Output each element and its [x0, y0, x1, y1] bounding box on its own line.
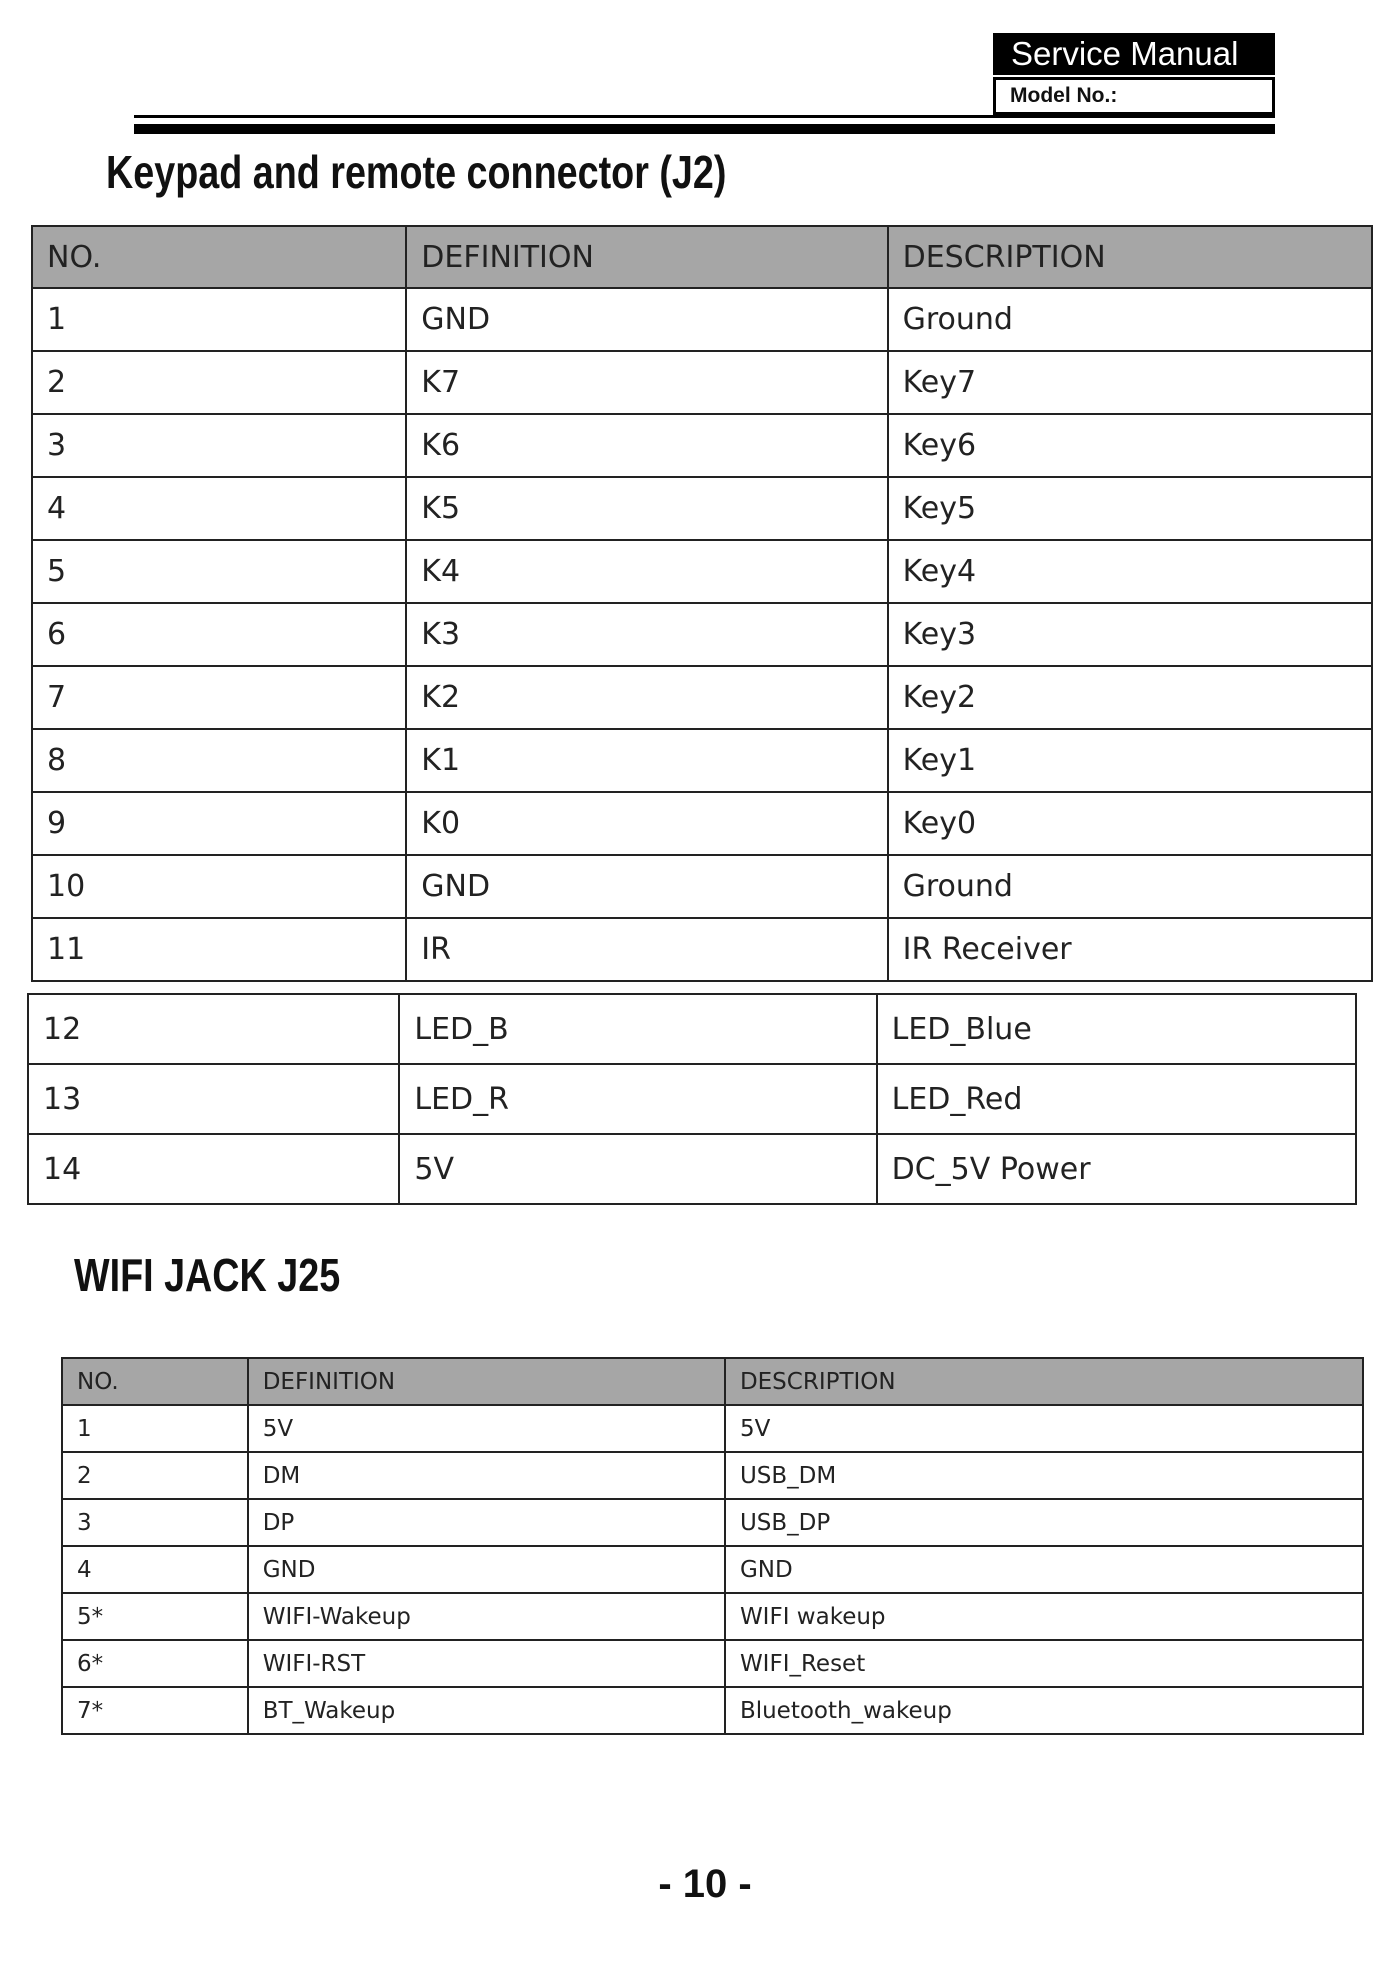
cell-description: Key7 — [888, 351, 1372, 414]
cell-description: Key6 — [888, 414, 1372, 477]
cell-definition: K4 — [406, 540, 887, 603]
cell-definition: LED_B — [399, 994, 876, 1064]
cell-description: GND — [725, 1546, 1363, 1593]
table-row — [32, 540, 1372, 603]
column-header-description: DESCRIPTION — [888, 226, 1372, 288]
table-row — [62, 1405, 1363, 1452]
cell-definition: DP — [248, 1499, 725, 1546]
column-header-no: NO. — [32, 226, 406, 288]
cell-no: 5* — [62, 1593, 248, 1640]
column-header-no: NO. — [62, 1358, 248, 1405]
cell-definition: K5 — [406, 477, 887, 540]
table-row — [62, 1546, 1363, 1593]
header-title: Service Manual — [993, 33, 1275, 75]
cell-definition: 5V — [248, 1405, 725, 1452]
cell-description: IR Receiver — [888, 918, 1372, 981]
table-row — [32, 288, 1372, 351]
table-row — [62, 1687, 1363, 1734]
cell-definition: K1 — [406, 729, 887, 792]
cell-no: 3 — [32, 414, 406, 477]
cell-definition: GND — [406, 855, 887, 918]
header-rule-thin — [134, 115, 1275, 118]
cell-description: WIFI_Reset — [725, 1640, 1363, 1687]
cell-definition: DM — [248, 1452, 725, 1499]
cell-definition: WIFI-RST — [248, 1640, 725, 1687]
cell-no: 9 — [32, 792, 406, 855]
table-row — [32, 477, 1372, 540]
cell-description: WIFI wakeup — [725, 1593, 1363, 1640]
table-row — [32, 729, 1372, 792]
cell-description: Key1 — [888, 729, 1372, 792]
section-title-keypad: Keypad and remote connector (J2) — [106, 146, 727, 198]
page-number: - 10 - — [658, 1862, 752, 1906]
table-row — [32, 351, 1372, 414]
cell-no: 4 — [62, 1546, 248, 1593]
cell-description: USB_DP — [725, 1499, 1363, 1546]
table-row — [32, 792, 1372, 855]
cell-definition: K2 — [406, 666, 887, 729]
cell-definition: K0 — [406, 792, 887, 855]
cell-no: 3 — [62, 1499, 248, 1546]
wifi-jack-table — [61, 1357, 1364, 1735]
cell-no: 10 — [32, 855, 406, 918]
header-rule-thick — [134, 124, 1275, 134]
cell-no: 2 — [32, 351, 406, 414]
cell-no: 13 — [28, 1064, 399, 1134]
cell-definition: GND — [406, 288, 887, 351]
cell-description: Ground — [888, 855, 1372, 918]
cell-description: Key2 — [888, 666, 1372, 729]
cell-no: 11 — [32, 918, 406, 981]
column-header-definition: DEFINITION — [406, 226, 887, 288]
model-number-label: Model No.: — [993, 77, 1275, 115]
keypad-connector-table — [31, 225, 1373, 982]
cell-description: LED_Blue — [877, 994, 1356, 1064]
table-row — [32, 603, 1372, 666]
cell-description: USB_DM — [725, 1452, 1363, 1499]
cell-no: 14 — [28, 1134, 399, 1204]
cell-description: Bluetooth_wakeup — [725, 1687, 1363, 1734]
column-header-description: DESCRIPTION — [725, 1358, 1363, 1405]
section-title-wifi-jack: WIFI JACK J25 — [74, 1249, 341, 1301]
table-header-row — [62, 1358, 1363, 1405]
table-row — [62, 1452, 1363, 1499]
cell-definition: BT_Wakeup — [248, 1687, 725, 1734]
cell-definition: LED_R — [399, 1064, 876, 1134]
cell-definition: IR — [406, 918, 887, 981]
table-header-row — [32, 226, 1372, 288]
cell-description: Key3 — [888, 603, 1372, 666]
cell-no: 8 — [32, 729, 406, 792]
cell-no: 6* — [62, 1640, 248, 1687]
cell-no: 7 — [32, 666, 406, 729]
cell-no: 7* — [62, 1687, 248, 1734]
cell-description: 5V — [725, 1405, 1363, 1452]
cell-definition: K7 — [406, 351, 887, 414]
cell-no: 12 — [28, 994, 399, 1064]
cell-description: Key5 — [888, 477, 1372, 540]
cell-no: 6 — [32, 603, 406, 666]
cell-no: 2 — [62, 1452, 248, 1499]
cell-no: 4 — [32, 477, 406, 540]
cell-description: DC_5V Power — [877, 1134, 1356, 1204]
table-row — [62, 1593, 1363, 1640]
cell-definition: K3 — [406, 603, 887, 666]
cell-definition: 5V — [399, 1134, 876, 1204]
cell-no: 1 — [62, 1405, 248, 1452]
cell-no: 1 — [32, 288, 406, 351]
table-row — [28, 1134, 1356, 1204]
cell-description: Key4 — [888, 540, 1372, 603]
keypad-connector-table-continued — [27, 993, 1357, 1205]
cell-description: LED_Red — [877, 1064, 1356, 1134]
cell-definition: GND — [248, 1546, 725, 1593]
table-row — [32, 918, 1372, 981]
table-row — [62, 1499, 1363, 1546]
cell-description: Ground — [888, 288, 1372, 351]
table-row — [62, 1640, 1363, 1687]
table-row — [32, 666, 1372, 729]
cell-definition: K6 — [406, 414, 887, 477]
column-header-definition: DEFINITION — [248, 1358, 725, 1405]
cell-description: Key0 — [888, 792, 1372, 855]
cell-no: 5 — [32, 540, 406, 603]
table-row — [28, 1064, 1356, 1134]
header-box — [993, 33, 1275, 115]
table-row — [32, 414, 1372, 477]
cell-definition: WIFI-Wakeup — [248, 1593, 725, 1640]
table-row — [28, 994, 1356, 1064]
table-row — [32, 855, 1372, 918]
